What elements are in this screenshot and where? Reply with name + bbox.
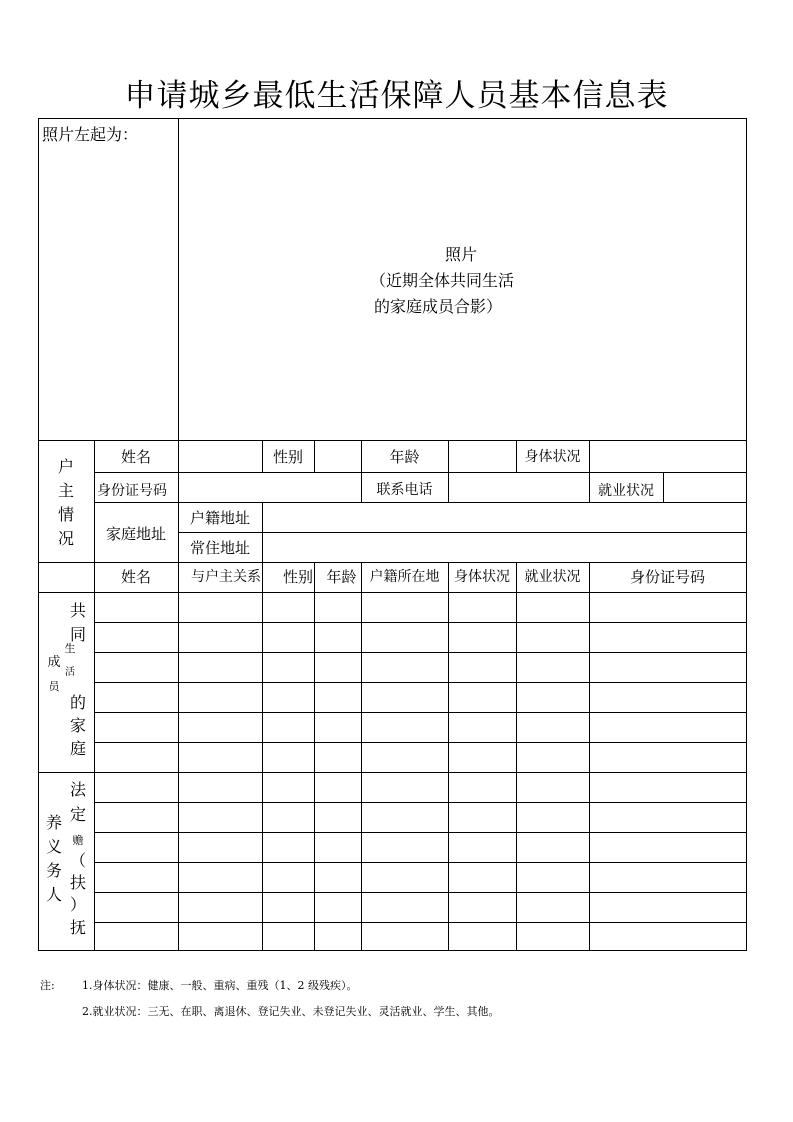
table-border-bottom: [38, 950, 747, 951]
family-label-char: 庭: [69, 739, 86, 758]
member-col-relation: 与户主关系: [191, 569, 261, 585]
head-employment-label: 就业状况: [598, 483, 654, 499]
table-border-right: [746, 118, 747, 950]
head-phone-label: 联系电话: [376, 482, 433, 498]
member-col-gender: 性别: [282, 568, 313, 586]
row-line: [94, 652, 747, 653]
support-label-char: （: [69, 851, 86, 870]
row-line: [94, 502, 747, 503]
form-title: 申请城乡最低生活保障人员基本信息表: [124, 78, 669, 114]
head-section-char: 主: [57, 481, 74, 500]
head-id-label: 身份证号码: [97, 483, 167, 499]
residence-address-label: 常住地址: [189, 539, 250, 557]
row-line: [94, 862, 747, 863]
note-health: 1.身体状况：健康、一般、重病、重残（1、2 级残疾）。: [82, 979, 358, 992]
head-name-label: 姓名: [120, 448, 151, 466]
col-line: [262, 562, 263, 950]
support-label-char: 赡: [72, 834, 84, 847]
col-line: [663, 472, 664, 502]
member-col-health: 身体状况: [454, 569, 510, 585]
family-label-char: 的: [69, 693, 86, 712]
family-label-char: 成: [47, 655, 61, 670]
row-line: [94, 802, 747, 803]
member-col-hukou-place: 户籍所在地: [369, 569, 440, 585]
hukou-address-label: 户籍地址: [189, 509, 250, 527]
family-label-char: 同: [69, 625, 86, 644]
head-section-char: 况: [57, 529, 74, 548]
support-label-char: 义: [45, 837, 62, 856]
row-line: [94, 622, 747, 623]
notes-prefix: 注:: [40, 979, 55, 992]
row-line: [94, 712, 747, 713]
family-label-char: 共: [69, 601, 86, 620]
row-line: [38, 440, 747, 441]
member-col-employment: 就业状况: [524, 569, 581, 585]
head-health-label: 身体状况: [524, 449, 581, 465]
photo-divider: [178, 118, 179, 440]
head-address-label: 家庭地址: [105, 525, 166, 543]
col-line: [589, 562, 590, 950]
support-label-char: 养: [45, 813, 62, 832]
support-label-char: 务: [45, 861, 62, 880]
row-line: [94, 832, 747, 833]
row-line: [94, 892, 747, 893]
member-col-age: 年龄: [326, 568, 357, 586]
head-age-label: 年龄: [389, 448, 420, 466]
col-line: [589, 440, 590, 472]
support-label-char: ）: [69, 895, 86, 914]
photo-note-line2: 的家庭成员合影）: [374, 297, 503, 316]
col-line: [516, 562, 517, 950]
member-col-name: 姓名: [120, 568, 151, 586]
col-line: [94, 440, 95, 950]
member-col-id: 身份证号码: [629, 568, 705, 586]
photo-left-label: 照片左起为：: [42, 125, 139, 144]
support-label-char: 定: [69, 805, 86, 824]
note-employment: 2.就业状况：三无、在职、离退休、登记失业、未登记失业、灵活就业、学生、其他。: [82, 1005, 500, 1018]
col-line: [314, 440, 315, 472]
row-line: [94, 742, 747, 743]
row-line: [94, 922, 747, 923]
row-line: [38, 772, 747, 773]
col-line: [178, 472, 179, 502]
col-line: [314, 562, 315, 950]
col-line: [448, 440, 449, 502]
photo-title: 照片: [444, 245, 477, 264]
row-line: [38, 592, 747, 593]
col-line: [448, 562, 449, 950]
row-line: [94, 682, 747, 683]
head-gender-label: 性别: [272, 448, 303, 466]
support-label-char: 法: [69, 780, 86, 799]
family-label-char: 员: [48, 680, 60, 693]
head-section-char: 户: [57, 457, 74, 476]
table-border-left: [38, 118, 39, 950]
col-line: [178, 562, 179, 950]
family-label-char: 活: [65, 667, 75, 678]
support-label-char: 人: [45, 885, 62, 904]
family-label-char: 家: [69, 716, 86, 735]
family-label-char: 生: [64, 642, 76, 655]
table-border-top: [38, 118, 747, 119]
support-label-char: 抚: [69, 918, 86, 937]
head-section-char: 情: [57, 505, 74, 524]
photo-note-line1: （近期全体共同生活: [370, 271, 515, 290]
col-line: [178, 440, 179, 472]
row-line: [94, 472, 747, 473]
row-line: [178, 532, 747, 533]
support-label-char: 扶: [69, 873, 86, 892]
col-line: [262, 502, 263, 562]
col-line: [361, 562, 362, 950]
row-line: [38, 562, 747, 563]
